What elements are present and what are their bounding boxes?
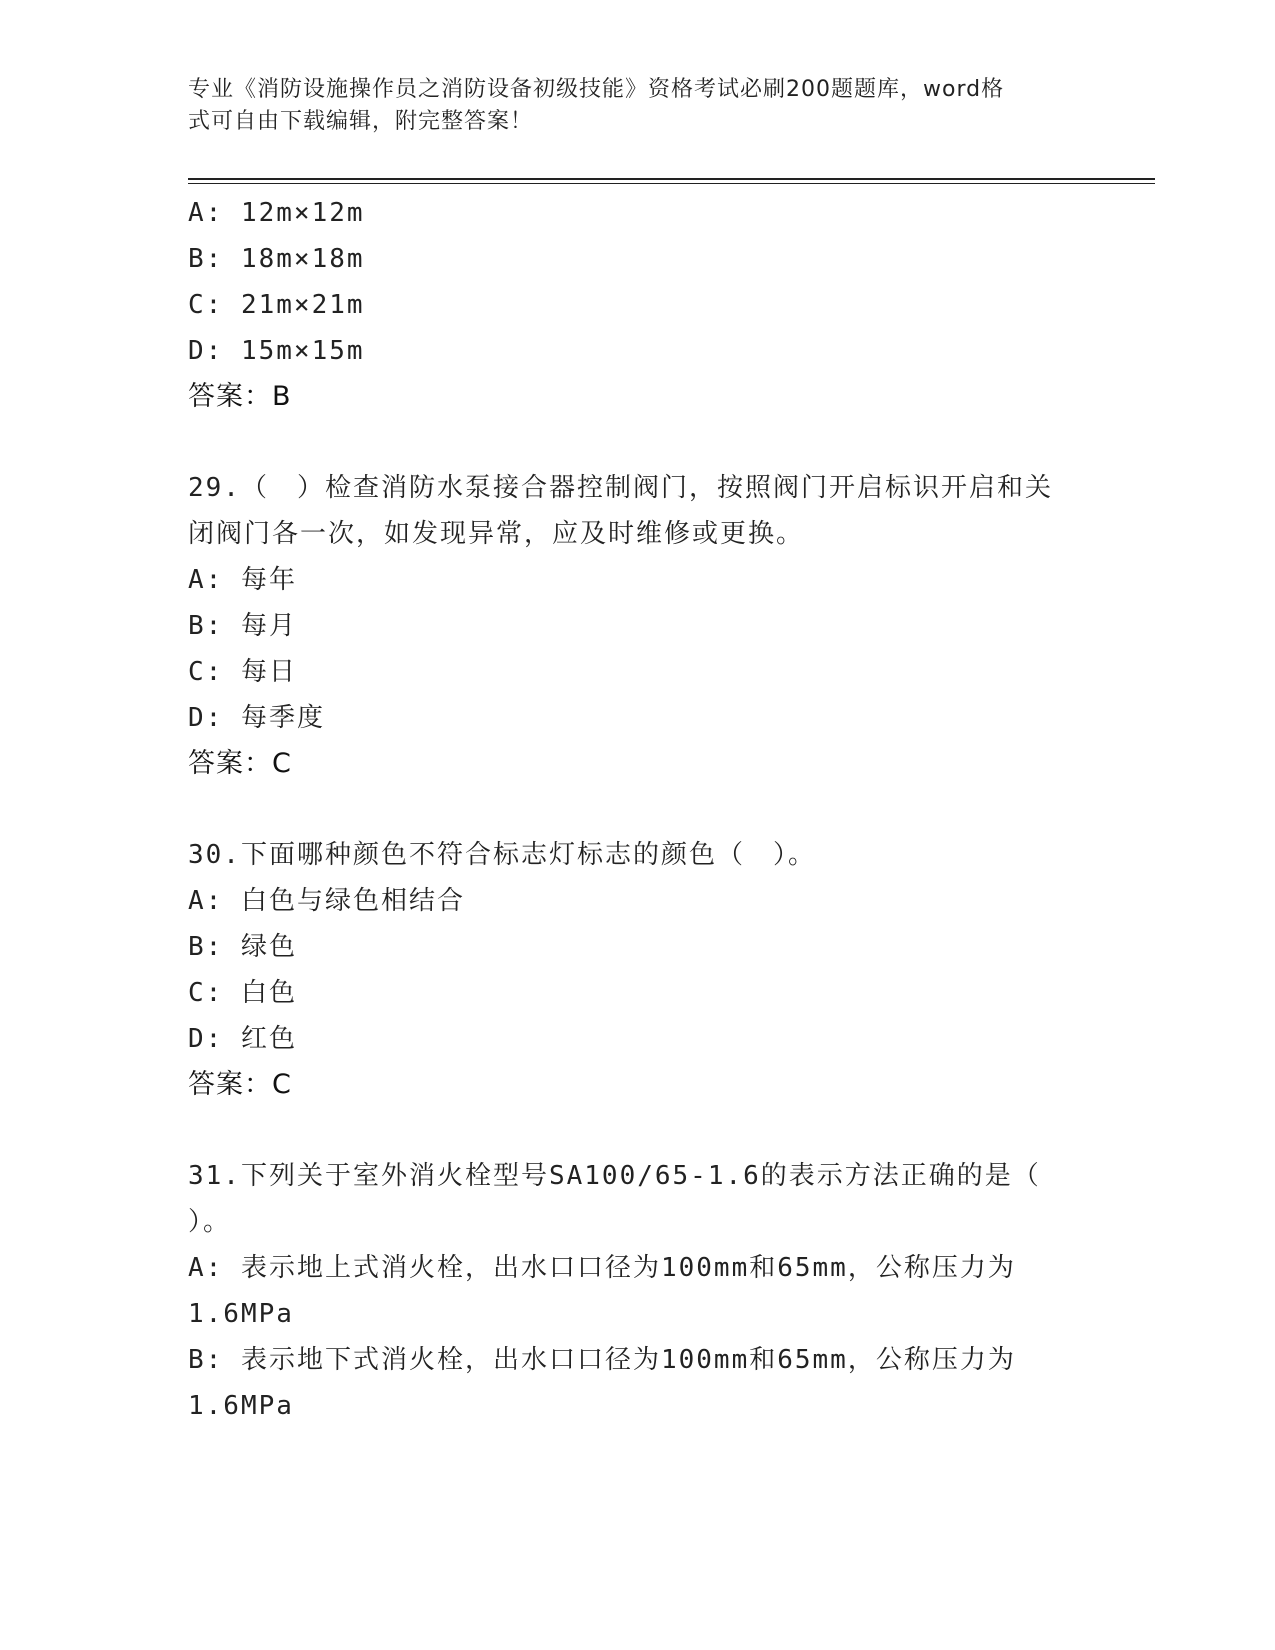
header-divider-thick (188, 178, 1155, 180)
option-a-line-1: A: 表示地上式消火栓，出水口口径为100mm和65mm，公称压力为 (188, 1253, 1016, 1283)
option-c: C: 每日 (188, 657, 297, 687)
option-d: D: 红色 (188, 1024, 297, 1054)
question-stem-line-1: 29.（ ）检查消防水泵接合器控制阀门，按照阀门开启标识开启和关 (188, 473, 1053, 503)
option-a-line-2: 1.6MPa (188, 1299, 294, 1329)
option-b: B: 每月 (188, 611, 297, 641)
option-a: A: 白色与绿色相结合 (188, 886, 465, 916)
question-28 (188, 190, 1088, 420)
header-divider-thin (188, 183, 1155, 184)
answer-line: 答案：C (188, 1069, 292, 1100)
answer-line: 答案：C (188, 748, 292, 779)
document-header (188, 74, 1088, 138)
question-stem-line-2: ）。 (188, 1207, 232, 1237)
question-31 (188, 1153, 1088, 1429)
header-line-2: 式可自由下载编辑，附完整答案！ (188, 109, 534, 134)
option-b: B: 18m×18m (188, 244, 365, 274)
question-29 (188, 465, 1088, 787)
question-30 (188, 832, 1088, 1108)
option-a: A: 每年 (188, 565, 297, 595)
question-stem-line-2: 闭阀门各一次，如发现异常，应及时维修或更换。 (188, 519, 805, 549)
option-b-line-1: B: 表示地下式消火栓，出水口口径为100mm和65mm，公称压力为 (188, 1345, 1016, 1375)
question-stem-line-1: 30.下面哪种颜色不符合标志灯标志的颜色（ ）。 (188, 840, 816, 870)
option-c: C: 21m×21m (188, 290, 365, 320)
option-b-line-2: 1.6MPa (188, 1391, 294, 1421)
question-spacer (188, 1108, 1088, 1153)
answer-line: 答案：B (188, 381, 292, 412)
header-line-1: 专业《消防设施操作员之消防设备初级技能》资格考试必刷200题题库，word格 (188, 77, 1005, 102)
question-spacer (188, 787, 1088, 832)
question-content (188, 190, 1088, 1429)
question-stem-line-1: 31.下列关于室外消火栓型号SA100/65-1.6的表示方法正确的是（ (188, 1161, 1041, 1191)
option-c: C: 白色 (188, 978, 297, 1008)
option-d: D: 每季度 (188, 703, 325, 733)
option-a: A: 12m×12m (188, 198, 365, 228)
option-b: B: 绿色 (188, 932, 297, 962)
question-spacer (188, 420, 1088, 465)
option-d: D: 15m×15m (188, 336, 365, 366)
